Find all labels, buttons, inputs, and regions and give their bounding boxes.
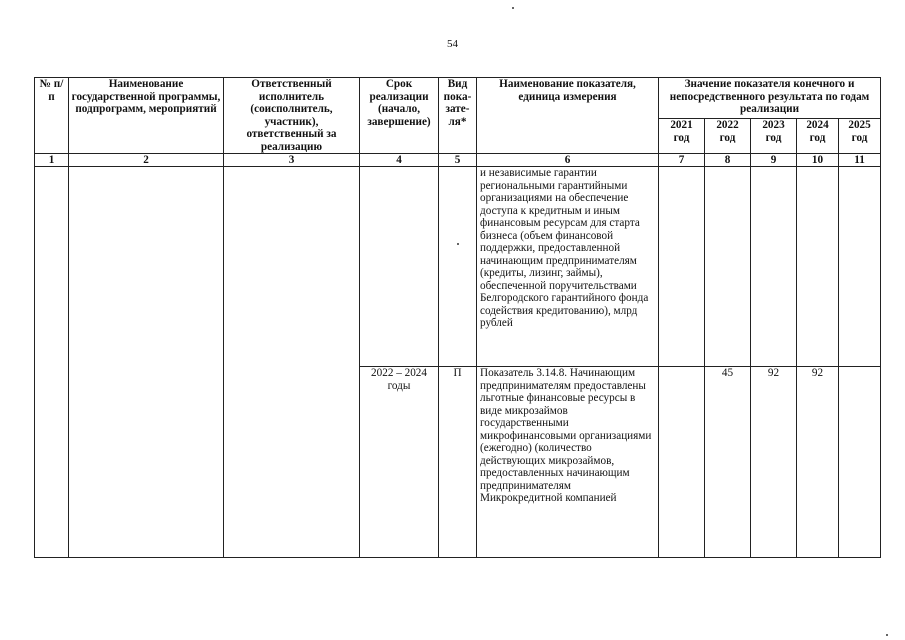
year-unit: год: [719, 131, 736, 144]
year-unit: год: [809, 131, 826, 144]
header-year-2023: [751, 119, 797, 154]
scan-speck: [512, 7, 514, 9]
value-2022-cell: [705, 167, 751, 367]
period-cell: 2022 – 2024 годы: [360, 367, 439, 558]
year-label: 2022: [716, 119, 739, 131]
indicators-table: [34, 77, 881, 558]
column-number: 11: [839, 154, 881, 167]
header-number: № п/п: [35, 78, 69, 154]
program-name-cell: [69, 167, 224, 558]
year-unit: год: [673, 131, 690, 144]
column-number: 2: [69, 154, 224, 167]
indicator-name-cell: Показатель 3.14.8. Начинающим предпринимателям предоставлены льготные финансовые ресурсы в виде микрозаймов государственными микрофинансовыми организациями (ежегодно) (количество действующих микрозаймов, предоставленных начинающим предпринимателям Микрокредитной компанией: [477, 367, 659, 558]
value-2024-cell: 92: [797, 367, 839, 558]
header-period: Срок реализации (начало, завершение): [360, 78, 439, 154]
column-number: 9: [751, 154, 797, 167]
header-values-group: Значение показателя конечного и непосредственного результата по годам реализации: [659, 78, 881, 119]
header-year-2022: [705, 119, 751, 154]
year-label: 2021: [670, 119, 693, 131]
row-number-cell: [35, 167, 69, 558]
column-number: 4: [360, 154, 439, 167]
indicator-name-cell: и независимые гарантии региональными гарантийными организациями на обеспечение доступа к кредитным и иным финансовым ресурсам для старта бизнеса (объем финансовой поддержки, предоставленной начинающим предпринимателям (кредиты, лизинг, займы), обеспеченной поручительствами Белгородского гарантийного фонда содействия кредитованию), млрд рублей: [477, 167, 659, 367]
indicator-type-cell: [439, 167, 477, 367]
value-2021-cell: [659, 167, 705, 367]
indicator-type-cell: П: [439, 367, 477, 558]
scan-speck: [886, 634, 888, 636]
header-year-2024: [797, 119, 839, 154]
value-2023-cell: 92: [751, 367, 797, 558]
year-label: 2023: [762, 119, 785, 131]
column-numbers-row: [35, 154, 881, 167]
table-row: [35, 167, 881, 367]
year-unit: год: [851, 131, 868, 144]
year-label: 2025: [848, 119, 871, 131]
column-number: 10: [797, 154, 839, 167]
period-cell: [360, 167, 439, 367]
header-responsible: Ответственный исполнитель (соисполнитель, участник), ответственный за реализацию: [224, 78, 360, 154]
scan-speck: [457, 243, 459, 245]
column-number: 8: [705, 154, 751, 167]
column-number: 6: [477, 154, 659, 167]
page-number: 54: [447, 38, 458, 50]
header-program-name: Наименование государственной программы, подпрограмм, мероприятий: [69, 78, 224, 154]
responsible-cell: [224, 167, 360, 558]
value-2021-cell: [659, 367, 705, 558]
column-number: 3: [224, 154, 360, 167]
value-2023-cell: [751, 167, 797, 367]
column-number: 5: [439, 154, 477, 167]
header-indicator-name: Наименование показателя, единица измерения: [477, 78, 659, 154]
column-number: 1: [35, 154, 69, 167]
header-year-2025: [839, 119, 881, 154]
header-year-2021: [659, 119, 705, 154]
year-label: 2024: [806, 119, 829, 131]
value-2024-cell: [797, 167, 839, 367]
year-unit: год: [765, 131, 782, 144]
value-2025-cell: [839, 367, 881, 558]
column-number: 7: [659, 154, 705, 167]
value-2025-cell: [839, 167, 881, 367]
header-indicator-type: Вид пока-зате-ля*: [439, 78, 477, 154]
value-2022-cell: 45: [705, 367, 751, 558]
